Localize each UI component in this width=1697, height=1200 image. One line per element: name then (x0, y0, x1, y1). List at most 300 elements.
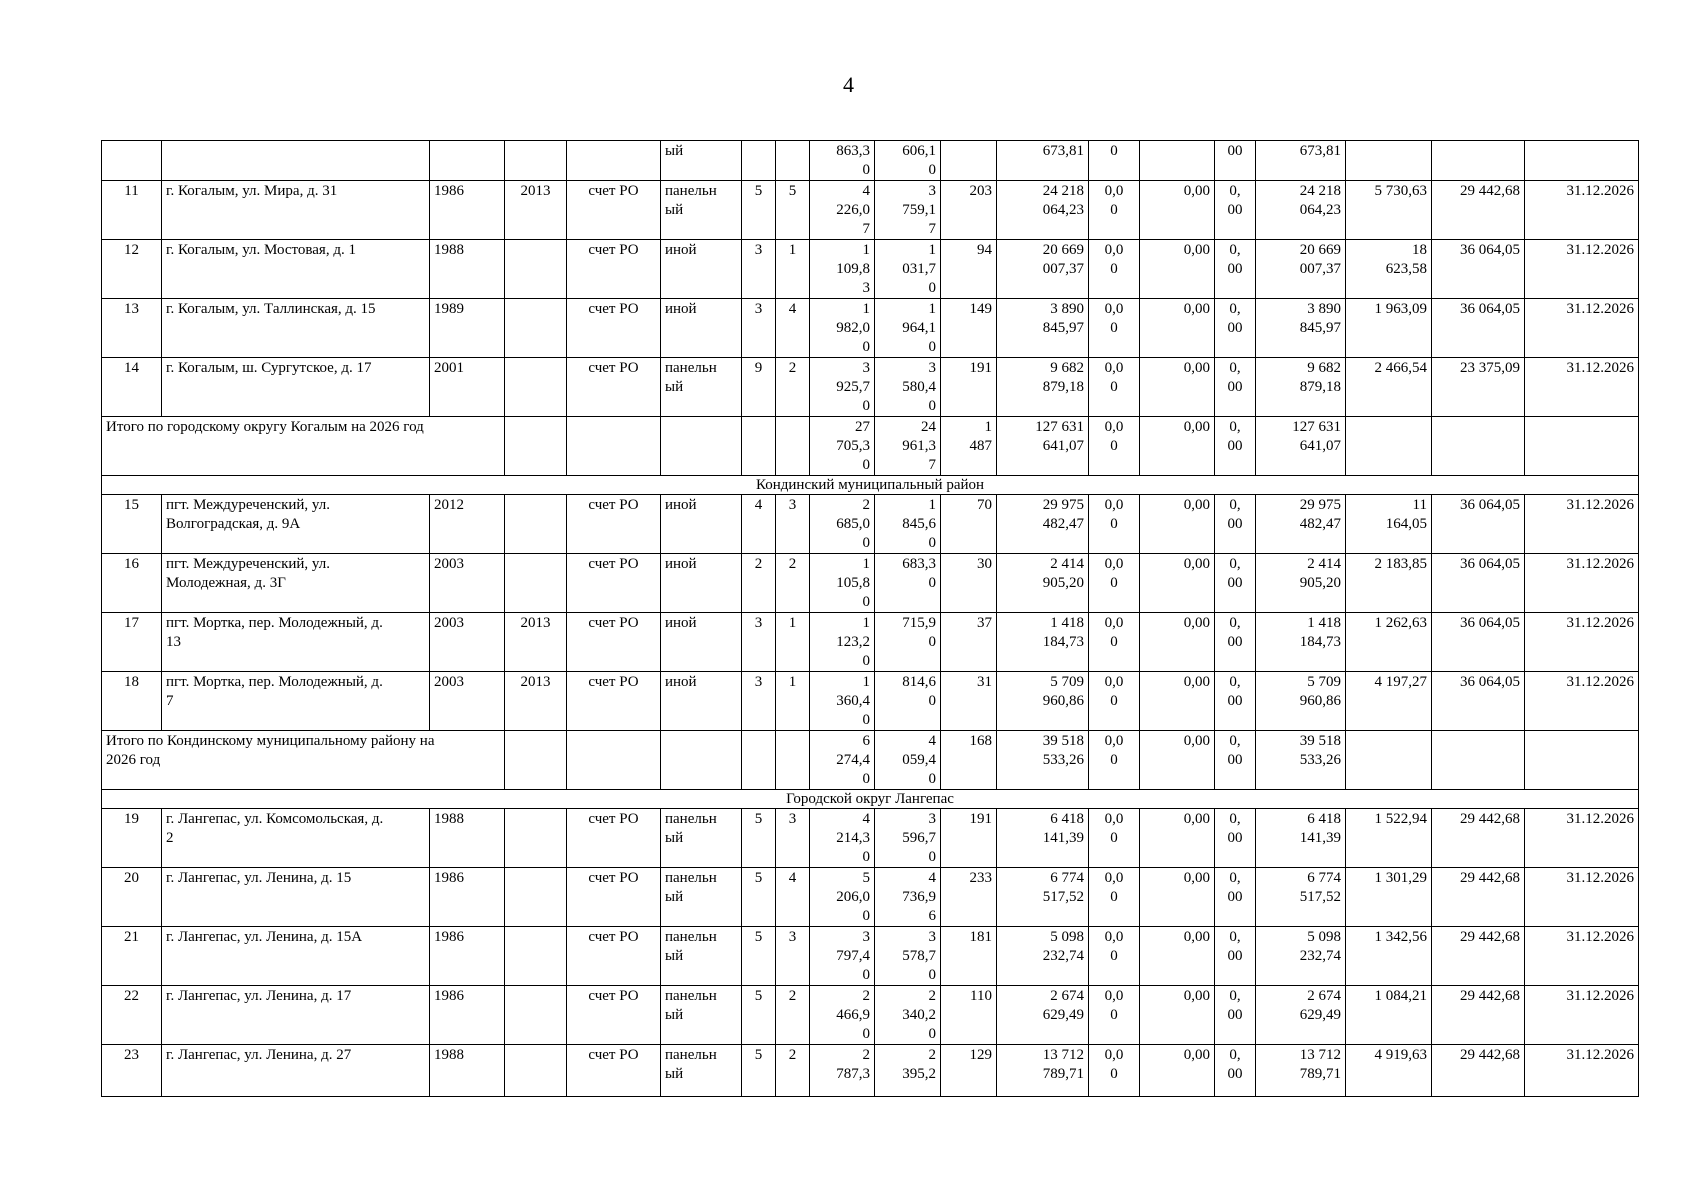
cell-cost-regional: 0,00 (1140, 299, 1215, 358)
table-row (102, 1045, 1639, 1097)
cell-cost-regional: 0,00 (1140, 986, 1215, 1045)
cell-residents: 31 (941, 672, 997, 731)
section-title: Кондинский муниципальный район (102, 476, 1639, 495)
cell-address: г. Лангепас, ул. Комсомольская, д. 2 (162, 809, 430, 868)
cell-completion-date: 31.12.2026 (1525, 554, 1639, 613)
cell-wall-material: иной (661, 672, 742, 731)
cell-commissioning-year: 1988 (430, 1045, 505, 1097)
cell-specific-cost: 2 466,54 (1346, 358, 1432, 417)
cell-completion-date: 31.12.2026 (1525, 672, 1639, 731)
table-row (102, 672, 1639, 731)
cell-wall-material: панельн ый (661, 809, 742, 868)
cell-repair-cost: 29 975 482,47 (997, 495, 1089, 554)
cell-total-area: 2 685,0 0 (810, 495, 875, 554)
table-row (102, 554, 1639, 613)
cell-residential-area: 1 031,7 0 (875, 240, 941, 299)
cell-commissioning-year (430, 141, 505, 181)
cell-cost-local: 0, 00 (1215, 613, 1256, 672)
cell-cost-owners: 673,81 (1256, 141, 1346, 181)
cell-commissioning-year: 1988 (430, 240, 505, 299)
cell-specific-cost: 11 164,05 (1346, 495, 1432, 554)
cell-entrances: 4 (776, 299, 810, 358)
cell-total-area: 4 226,0 7 (810, 181, 875, 240)
cell-address: г. Когалым, ш. Сургутское, д. 17 (162, 358, 430, 417)
cell-max-specific-cost: 23 375,09 (1432, 358, 1525, 417)
cell-entrances: 4 (776, 868, 810, 927)
cell-cost-local: 00 (1215, 141, 1256, 181)
cell-address: пгт. Междуреченский, ул. Волгоградская, д. 9А (162, 495, 430, 554)
subtotal-residents: 1 487 (941, 417, 997, 476)
cell-funding-method: счет РО (567, 1045, 661, 1097)
cell-total-area: 1 360,4 0 (810, 672, 875, 731)
cell-address: г. Когалым, ул. Таллинская, д. 15 (162, 299, 430, 358)
cell-specific-cost: 1 963,09 (1346, 299, 1432, 358)
subtotal-residents: 168 (941, 731, 997, 790)
cell-cost-regional: 0,00 (1140, 613, 1215, 672)
cell-row-number: 16 (102, 554, 162, 613)
housing-repair-register-table (101, 140, 1639, 1097)
cell-address (162, 141, 430, 181)
cell-specific-cost: 1 262,63 (1346, 613, 1432, 672)
cell-floors: 3 (742, 299, 776, 358)
section-header-row (102, 476, 1639, 495)
cell-cost-federal: 0,0 0 (1089, 868, 1140, 927)
cell-cost-regional: 0,00 (1140, 554, 1215, 613)
table-row (102, 181, 1639, 240)
cell-row-number: 23 (102, 1045, 162, 1097)
cell-residents: 110 (941, 986, 997, 1045)
cell-row-number: 18 (102, 672, 162, 731)
cell-floors: 5 (742, 181, 776, 240)
cell-funding-method: счет РО (567, 240, 661, 299)
table-row (102, 809, 1639, 868)
subtotal-repair-cost: 127 631 641,07 (997, 417, 1089, 476)
cell-cost-local: 0, 00 (1215, 927, 1256, 986)
cell-row-number: 11 (102, 181, 162, 240)
cell-cost-owners: 24 218 064,23 (1256, 181, 1346, 240)
cell-cost-regional: 0,00 (1140, 1045, 1215, 1097)
cell-entrances: 1 (776, 613, 810, 672)
table-row (102, 358, 1639, 417)
cell-completion-date (1525, 141, 1639, 181)
table-row (102, 299, 1639, 358)
cell-address: г. Лангепас, ул. Ленина, д. 17 (162, 986, 430, 1045)
cell-total-area: 1 109,8 3 (810, 240, 875, 299)
cell-last-repair-year (505, 141, 567, 181)
subtotal-residential-area: 4 059,4 0 (875, 731, 941, 790)
cell-residents (941, 141, 997, 181)
cell-wall-material: иной (661, 299, 742, 358)
cell-residential-area: 1 845,6 0 (875, 495, 941, 554)
cell-funding-method: счет РО (567, 181, 661, 240)
cell-repair-cost: 2 674 629,49 (997, 986, 1089, 1045)
cell-wall-material: панельн ый (661, 986, 742, 1045)
cell-residents: 181 (941, 927, 997, 986)
cell-max-specific-cost: 29 442,68 (1432, 809, 1525, 868)
section-title: Городской округ Лангепас (102, 790, 1639, 809)
cell-address: г. Лангепас, ул. Ленина, д. 27 (162, 1045, 430, 1097)
cell-repair-cost: 5 709 960,86 (997, 672, 1089, 731)
cell-row-number: 21 (102, 927, 162, 986)
cell-cost-local: 0, 00 (1215, 299, 1256, 358)
subtotal-cost-regional: 0,00 (1140, 417, 1215, 476)
cell-address: пгт. Мортка, пер. Молодежный, д. 13 (162, 613, 430, 672)
cell-floors: 2 (742, 554, 776, 613)
cell-residents: 233 (941, 868, 997, 927)
cell-repair-cost: 9 682 879,18 (997, 358, 1089, 417)
cell-entrances: 1 (776, 240, 810, 299)
cell-floors: 3 (742, 240, 776, 299)
cell-cost-local: 0, 00 (1215, 495, 1256, 554)
subtotal-cost-local: 0, 00 (1215, 417, 1256, 476)
cell-commissioning-year: 2001 (430, 358, 505, 417)
cell-funding-method: счет РО (567, 554, 661, 613)
cell-cost-owners: 6 774 517,52 (1256, 868, 1346, 927)
cell-repair-cost: 5 098 232,74 (997, 927, 1089, 986)
cell-max-specific-cost: 36 064,05 (1432, 672, 1525, 731)
cell-cost-regional: 0,00 (1140, 868, 1215, 927)
cell-total-area: 2 466,9 0 (810, 986, 875, 1045)
cell-last-repair-year (505, 1045, 567, 1097)
cell-specific-cost: 5 730,63 (1346, 181, 1432, 240)
cell-cost-owners: 5 098 232,74 (1256, 927, 1346, 986)
cell-commissioning-year: 2003 (430, 613, 505, 672)
subtotal-label: Итого по городскому округу Когалым на 2026 год (102, 417, 505, 476)
cell-floors: 5 (742, 986, 776, 1045)
subtotal-row (102, 731, 1639, 790)
cell-repair-cost: 24 218 064,23 (997, 181, 1089, 240)
cell-max-specific-cost (1432, 141, 1525, 181)
table-row (102, 986, 1639, 1045)
cell-cost-federal: 0 (1089, 141, 1140, 181)
cell-cost-local: 0, 00 (1215, 809, 1256, 868)
section-header-row (102, 790, 1639, 809)
cell-wall-material: иной (661, 495, 742, 554)
cell-row-number: 19 (102, 809, 162, 868)
cell-total-area: 5 206,0 0 (810, 868, 875, 927)
cell-funding-method: счет РО (567, 868, 661, 927)
cell-wall-material: панельн ый (661, 181, 742, 240)
cell-residential-area: 2 395,2 (875, 1045, 941, 1097)
cell-funding-method: счет РО (567, 495, 661, 554)
cell-commissioning-year: 1986 (430, 927, 505, 986)
cell-max-specific-cost: 36 064,05 (1432, 554, 1525, 613)
cell-address: пгт. Мортка, пер. Молодежный, д. 7 (162, 672, 430, 731)
cell-total-area: 4 214,3 0 (810, 809, 875, 868)
cell-cost-local: 0, 00 (1215, 358, 1256, 417)
cell-cost-regional: 0,00 (1140, 927, 1215, 986)
subtotal-total-area: 27 705,3 0 (810, 417, 875, 476)
cell-completion-date: 31.12.2026 (1525, 868, 1639, 927)
cell-specific-cost: 2 183,85 (1346, 554, 1432, 613)
cell-residents: 70 (941, 495, 997, 554)
cell-completion-date: 31.12.2026 (1525, 613, 1639, 672)
cell-row-number: 17 (102, 613, 162, 672)
cell-cost-local: 0, 00 (1215, 240, 1256, 299)
subtotal-completion-date (1525, 417, 1639, 476)
cell-last-repair-year (505, 495, 567, 554)
cell-residential-area: 3 759,1 7 (875, 181, 941, 240)
cell-repair-cost: 6 774 517,52 (997, 868, 1089, 927)
cell-floors: 5 (742, 809, 776, 868)
cell-cost-owners: 20 669 007,37 (1256, 240, 1346, 299)
cell-specific-cost: 4 919,63 (1346, 1045, 1432, 1097)
cell-cost-federal: 0,0 0 (1089, 672, 1140, 731)
cell-cost-federal: 0,0 0 (1089, 986, 1140, 1045)
cell-entrances: 3 (776, 927, 810, 986)
cell-cost-regional: 0,00 (1140, 240, 1215, 299)
subtotal-wall-material (661, 731, 742, 790)
subtotal-cost-federal: 0,0 0 (1089, 731, 1140, 790)
cell-last-repair-year: 2013 (505, 181, 567, 240)
cell-entrances (776, 141, 810, 181)
cell-cost-federal: 0,0 0 (1089, 358, 1140, 417)
cell-entrances: 2 (776, 1045, 810, 1097)
cell-residential-area: 715,9 0 (875, 613, 941, 672)
cell-cost-owners: 5 709 960,86 (1256, 672, 1346, 731)
cell-max-specific-cost: 36 064,05 (1432, 299, 1525, 358)
cell-cost-federal: 0,0 0 (1089, 554, 1140, 613)
subtotal-specific-cost (1346, 731, 1432, 790)
cell-residential-area: 4 736,9 6 (875, 868, 941, 927)
cell-completion-date: 31.12.2026 (1525, 1045, 1639, 1097)
cell-residential-area: 814,6 0 (875, 672, 941, 731)
cell-cost-local: 0, 00 (1215, 672, 1256, 731)
cell-floors: 3 (742, 613, 776, 672)
cell-total-area: 3 797,4 0 (810, 927, 875, 986)
cell-repair-cost: 3 890 845,97 (997, 299, 1089, 358)
cell-cost-owners: 6 418 141,39 (1256, 809, 1346, 868)
cell-completion-date: 31.12.2026 (1525, 240, 1639, 299)
cell-floors: 5 (742, 868, 776, 927)
cell-floors (742, 141, 776, 181)
cell-repair-cost: 13 712 789,71 (997, 1045, 1089, 1097)
cell-floors: 5 (742, 927, 776, 986)
cell-row-number: 15 (102, 495, 162, 554)
subtotal-total-area: 6 274,4 0 (810, 731, 875, 790)
cell-floors: 9 (742, 358, 776, 417)
subtotal-floors (742, 731, 776, 790)
cell-cost-local: 0, 00 (1215, 1045, 1256, 1097)
cell-residential-area: 2 340,2 0 (875, 986, 941, 1045)
cell-commissioning-year: 1989 (430, 299, 505, 358)
cell-last-repair-year (505, 358, 567, 417)
cell-commissioning-year: 1986 (430, 986, 505, 1045)
cell-cost-local: 0, 00 (1215, 868, 1256, 927)
cell-wall-material: панельн ый (661, 927, 742, 986)
cell-last-repair-year (505, 986, 567, 1045)
cell-last-repair-year (505, 868, 567, 927)
cell-wall-material: панельн ый (661, 1045, 742, 1097)
subtotal-cost-local: 0, 00 (1215, 731, 1256, 790)
cell-funding-method: счет РО (567, 613, 661, 672)
cell-residents: 37 (941, 613, 997, 672)
cell-completion-date: 31.12.2026 (1525, 358, 1639, 417)
cell-cost-federal: 0,0 0 (1089, 299, 1140, 358)
cell-residents: 191 (941, 358, 997, 417)
subtotal-last-repair-year (505, 731, 567, 790)
cell-residents: 149 (941, 299, 997, 358)
cell-residents: 203 (941, 181, 997, 240)
subtotal-funding-method (567, 417, 661, 476)
cell-entrances: 3 (776, 495, 810, 554)
cell-address: г. Когалым, ул. Мира, д. 31 (162, 181, 430, 240)
cell-specific-cost: 18 623,58 (1346, 240, 1432, 299)
subtotal-floors (742, 417, 776, 476)
subtotal-completion-date (1525, 731, 1639, 790)
subtotal-cost-regional: 0,00 (1140, 731, 1215, 790)
cell-repair-cost: 20 669 007,37 (997, 240, 1089, 299)
cell-row-number (102, 141, 162, 181)
cell-residents: 94 (941, 240, 997, 299)
cell-row-number: 13 (102, 299, 162, 358)
cell-max-specific-cost: 36 064,05 (1432, 240, 1525, 299)
cell-cost-owners: 13 712 789,71 (1256, 1045, 1346, 1097)
cell-max-specific-cost: 36 064,05 (1432, 613, 1525, 672)
cell-max-specific-cost: 36 064,05 (1432, 495, 1525, 554)
cell-row-number: 22 (102, 986, 162, 1045)
cell-total-area: 3 925,7 0 (810, 358, 875, 417)
cell-residents: 191 (941, 809, 997, 868)
cell-total-area: 1 982,0 0 (810, 299, 875, 358)
cell-funding-method: счет РО (567, 927, 661, 986)
cell-cost-regional: 0,00 (1140, 809, 1215, 868)
cell-last-repair-year (505, 809, 567, 868)
cell-completion-date: 31.12.2026 (1525, 495, 1639, 554)
cell-max-specific-cost: 29 442,68 (1432, 927, 1525, 986)
cell-entrances: 1 (776, 672, 810, 731)
cell-cost-local: 0, 00 (1215, 986, 1256, 1045)
cell-total-area: 1 105,8 0 (810, 554, 875, 613)
cell-specific-cost: 1 522,94 (1346, 809, 1432, 868)
subtotal-specific-cost (1346, 417, 1432, 476)
subtotal-entrances (776, 417, 810, 476)
cell-residential-area: 3 580,4 0 (875, 358, 941, 417)
cell-address: пгт. Междуреченский, ул. Молодежная, д. 3Г (162, 554, 430, 613)
cell-entrances: 3 (776, 809, 810, 868)
cell-max-specific-cost: 29 442,68 (1432, 986, 1525, 1045)
table-row (102, 141, 1639, 181)
cell-specific-cost: 1 342,56 (1346, 927, 1432, 986)
cell-floors: 5 (742, 1045, 776, 1097)
cell-address: г. Лангепас, ул. Ленина, д. 15А (162, 927, 430, 986)
subtotal-last-repair-year (505, 417, 567, 476)
cell-specific-cost: 1 084,21 (1346, 986, 1432, 1045)
cell-cost-regional: 0,00 (1140, 672, 1215, 731)
cell-wall-material: ый (661, 141, 742, 181)
cell-floors: 4 (742, 495, 776, 554)
cell-funding-method: счет РО (567, 299, 661, 358)
cell-funding-method: счет РО (567, 672, 661, 731)
cell-entrances: 2 (776, 358, 810, 417)
cell-completion-date: 31.12.2026 (1525, 809, 1639, 868)
cell-cost-owners: 2 674 629,49 (1256, 986, 1346, 1045)
subtotal-repair-cost: 39 518 533,26 (997, 731, 1089, 790)
cell-address: г. Лангепас, ул. Ленина, д. 15 (162, 868, 430, 927)
subtotal-funding-method (567, 731, 661, 790)
subtotal-label: Итого по Кондинскому муниципальному району на 2026 год (102, 731, 505, 790)
cell-completion-date: 31.12.2026 (1525, 927, 1639, 986)
table-row (102, 495, 1639, 554)
subtotal-entrances (776, 731, 810, 790)
cell-residential-area: 683,3 0 (875, 554, 941, 613)
page-number: 4 (843, 72, 854, 97)
cell-wall-material: панельн ый (661, 358, 742, 417)
cell-last-repair-year (505, 299, 567, 358)
subtotal-residential-area: 24 961,3 7 (875, 417, 941, 476)
cell-funding-method: счет РО (567, 358, 661, 417)
cell-residents: 30 (941, 554, 997, 613)
cell-cost-regional (1140, 141, 1215, 181)
cell-cost-owners: 9 682 879,18 (1256, 358, 1346, 417)
cell-last-repair-year (505, 240, 567, 299)
cell-completion-date: 31.12.2026 (1525, 181, 1639, 240)
cell-completion-date: 31.12.2026 (1525, 299, 1639, 358)
cell-repair-cost: 1 418 184,73 (997, 613, 1089, 672)
table-row (102, 868, 1639, 927)
cell-residents: 129 (941, 1045, 997, 1097)
cell-cost-regional: 0,00 (1140, 495, 1215, 554)
cell-entrances: 2 (776, 986, 810, 1045)
cell-commissioning-year: 1988 (430, 809, 505, 868)
cell-wall-material: иной (661, 613, 742, 672)
cell-last-repair-year: 2013 (505, 613, 567, 672)
cell-floors: 3 (742, 672, 776, 731)
cell-cost-local: 0, 00 (1215, 554, 1256, 613)
cell-residential-area: 3 596,7 0 (875, 809, 941, 868)
cell-repair-cost: 2 414 905,20 (997, 554, 1089, 613)
cell-cost-federal: 0,0 0 (1089, 181, 1140, 240)
cell-cost-owners: 29 975 482,47 (1256, 495, 1346, 554)
cell-funding-method: счет РО (567, 809, 661, 868)
cell-total-area: 2 787,3 (810, 1045, 875, 1097)
cell-total-area: 1 123,2 0 (810, 613, 875, 672)
cell-commissioning-year: 2012 (430, 495, 505, 554)
cell-cost-federal: 0,0 0 (1089, 1045, 1140, 1097)
cell-cost-regional: 0,00 (1140, 181, 1215, 240)
cell-cost-owners: 3 890 845,97 (1256, 299, 1346, 358)
cell-specific-cost: 4 197,27 (1346, 672, 1432, 731)
cell-funding-method (567, 141, 661, 181)
subtotal-max-specific-cost (1432, 731, 1525, 790)
subtotal-wall-material (661, 417, 742, 476)
cell-address: г. Когалым, ул. Мостовая, д. 1 (162, 240, 430, 299)
cell-entrances: 2 (776, 554, 810, 613)
table-row (102, 927, 1639, 986)
cell-commissioning-year: 1986 (430, 868, 505, 927)
cell-cost-regional: 0,00 (1140, 358, 1215, 417)
cell-specific-cost (1346, 141, 1432, 181)
table-row (102, 613, 1639, 672)
subtotal-max-specific-cost (1432, 417, 1525, 476)
cell-commissioning-year: 1986 (430, 181, 505, 240)
cell-cost-federal: 0,0 0 (1089, 495, 1140, 554)
cell-row-number: 20 (102, 868, 162, 927)
cell-max-specific-cost: 29 442,68 (1432, 868, 1525, 927)
cell-cost-owners: 1 418 184,73 (1256, 613, 1346, 672)
subtotal-cost-owners: 127 631 641,07 (1256, 417, 1346, 476)
cell-cost-federal: 0,0 0 (1089, 240, 1140, 299)
cell-commissioning-year: 2003 (430, 554, 505, 613)
cell-wall-material: иной (661, 240, 742, 299)
cell-wall-material: панельн ый (661, 868, 742, 927)
cell-cost-federal: 0,0 0 (1089, 613, 1140, 672)
cell-cost-federal: 0,0 0 (1089, 809, 1140, 868)
cell-row-number: 14 (102, 358, 162, 417)
cell-funding-method: счет РО (567, 986, 661, 1045)
cell-specific-cost: 1 301,29 (1346, 868, 1432, 927)
cell-cost-local: 0, 00 (1215, 181, 1256, 240)
